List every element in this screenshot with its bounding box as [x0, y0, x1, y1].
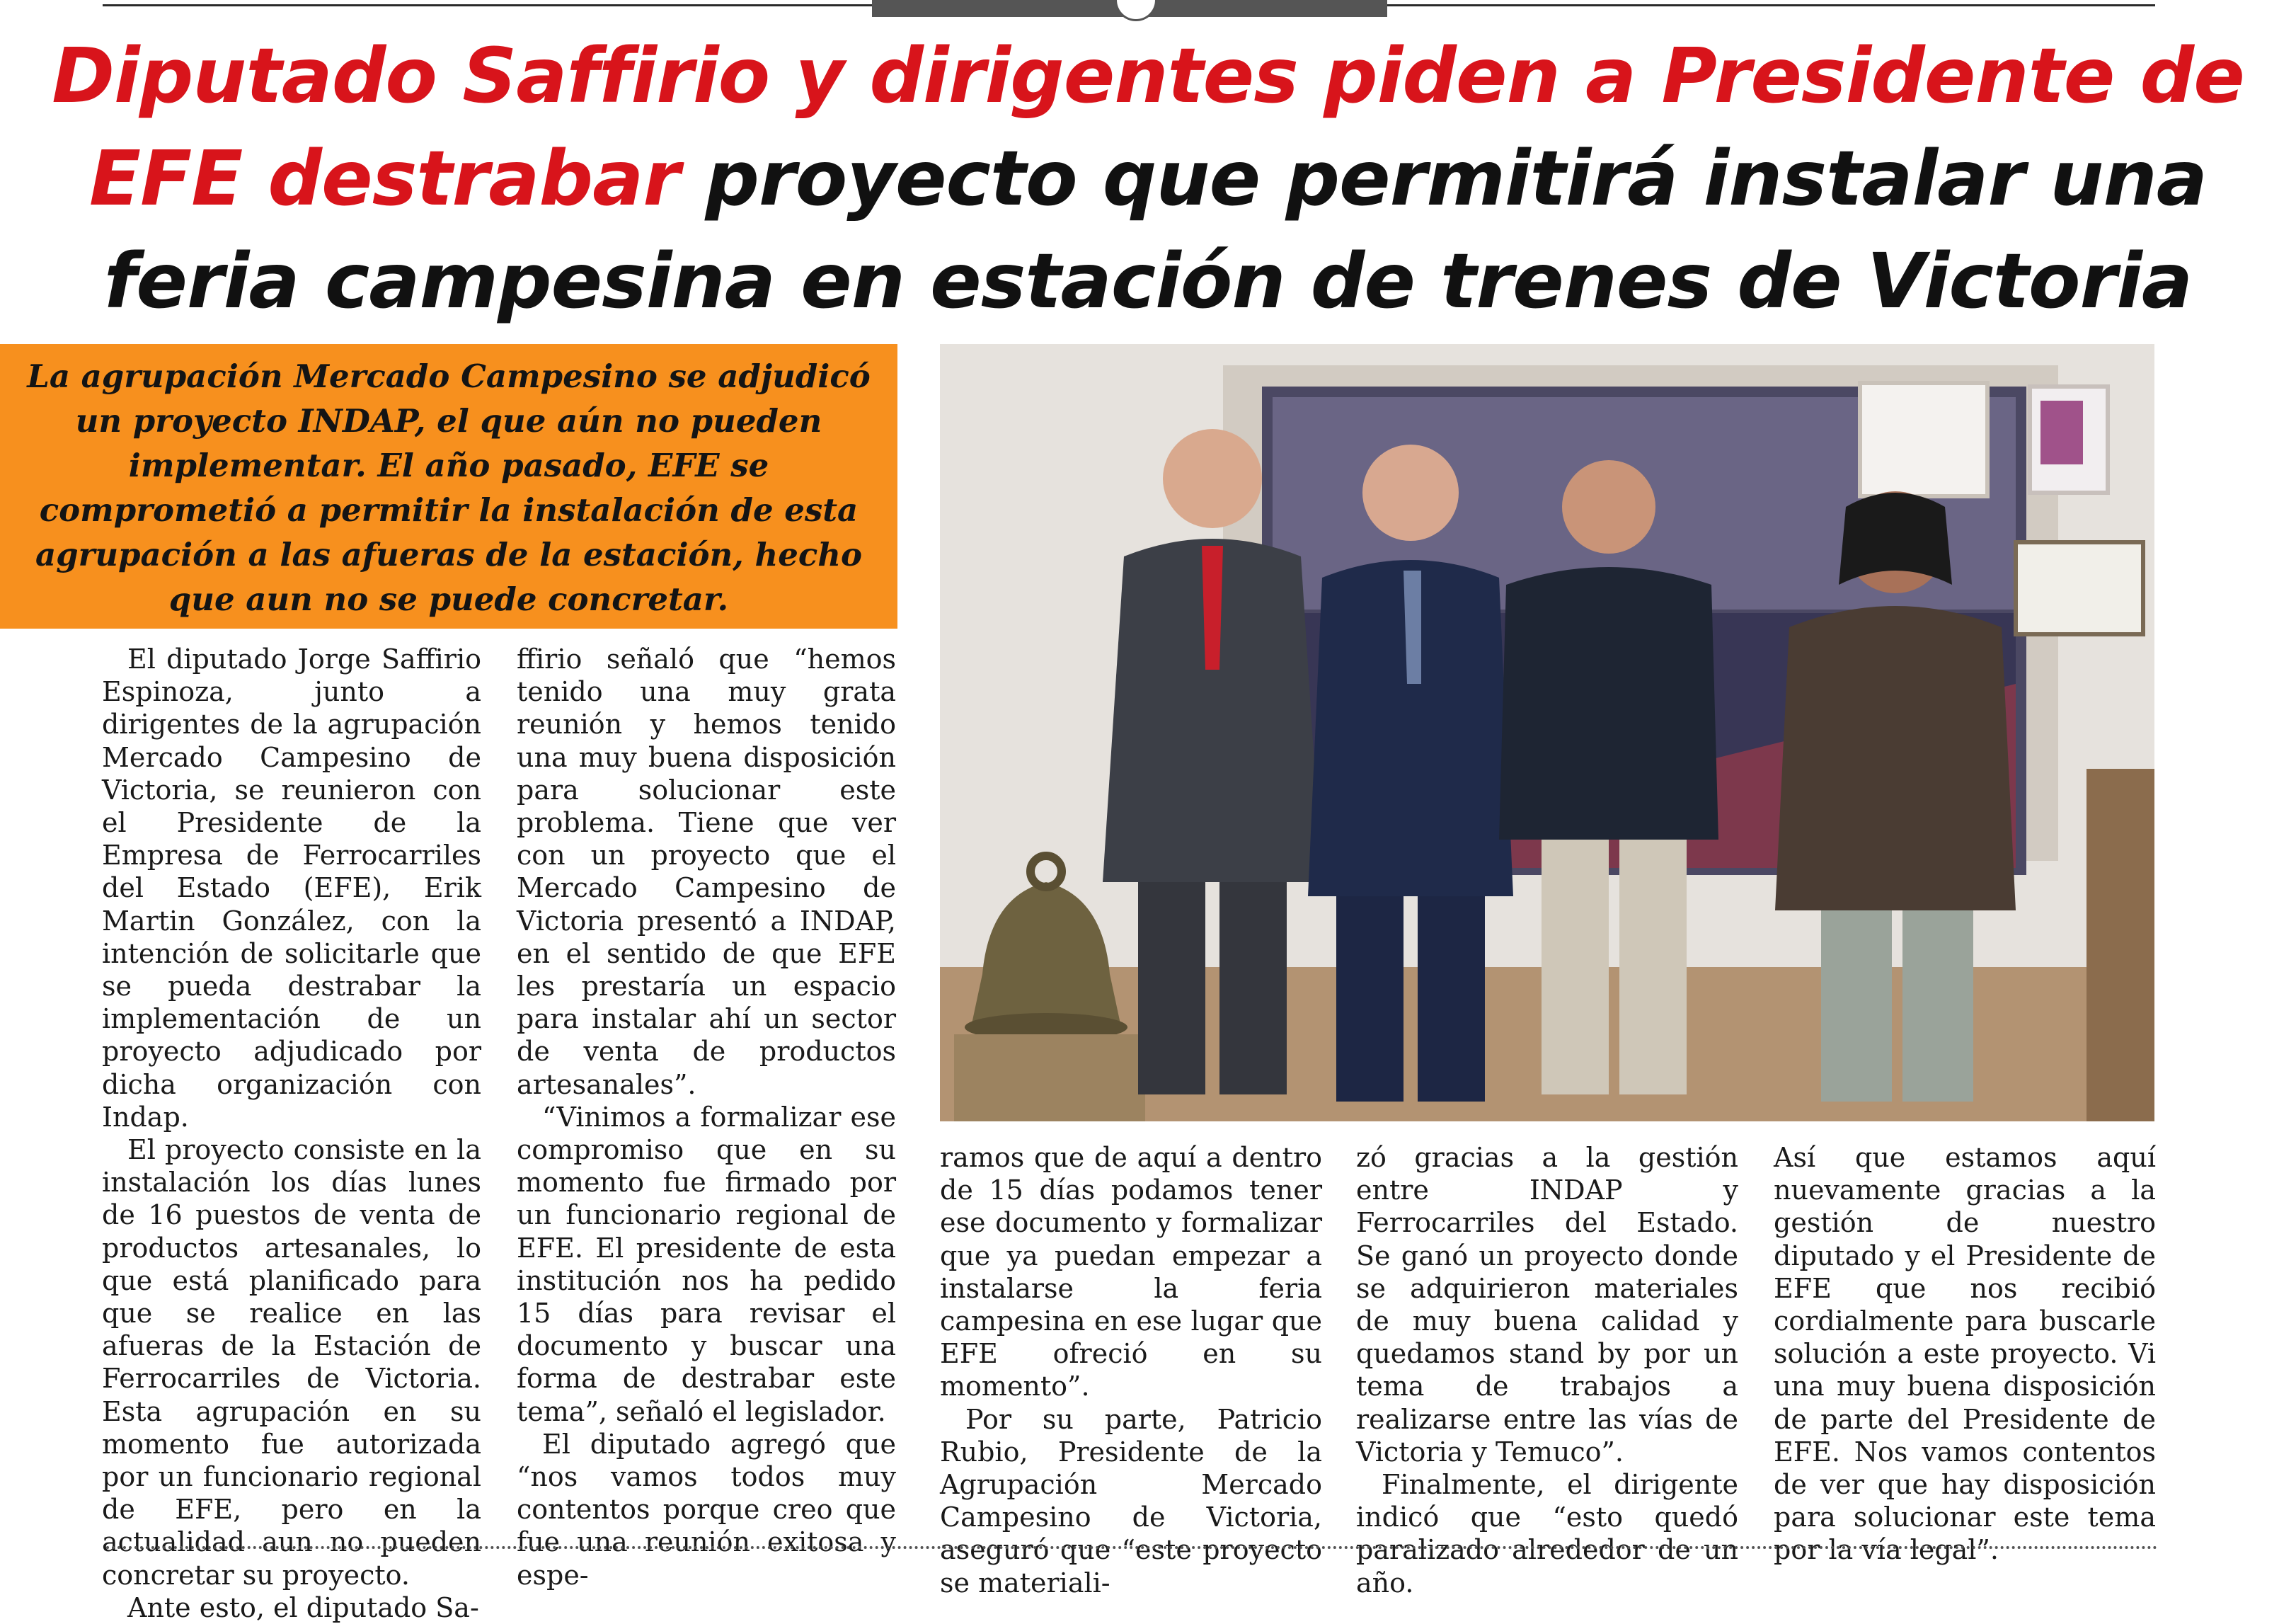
headline-red-line1: Diputado Saffirio y dirigentes piden a Presidente de: [52, 33, 2244, 120]
paragraph: Ante esto, el diputado Sa-: [127, 1591, 479, 1623]
paragraph: El diputado Jorge Saffirio Espinoza, junto a dirigentes de la agrupación Mercado Campesino de Victoria, se reunieron con el Presidente de la Empresa de Ferrocarriles del Estado (EFE), Erik Martin González, con la intención de solicitarle que se pueda destrabar la implementación de un proyecto adjudicado por dicha organización con Indap.: [102, 644, 481, 1133]
paragraph: El proyecto consiste en la instalación los días lunes de 16 puestos de venta de productos artesanales, lo que está planificado para que se realice en las afueras de la Estación de Ferrocarriles de Victoria. Esta agrupación en su momento fue autorizada por un funcionario regional de EFE, pero en la actualidad aun no pueden concretar su proyecto.: [102, 1134, 481, 1591]
article-column-4: [1356, 1141, 1738, 1599]
paragraph: Finalmente, el dirigente indicó que “esto quedó paralizado alrededor de un año.: [1356, 1469, 1738, 1599]
emblem-icon: [1115, 0, 1157, 21]
headline-black-line3: feria campesina en estación de trenes de Victoria: [103, 238, 2193, 326]
paragraph: “Vinimos a formalizar ese compromiso que en su momento fue firmado por un funcionario regional de EFE. El presidente de esta institución nos ha pedido 15 días para revisar el documento y buscar una forma de destrabar este tema”, señaló el legislador.: [517, 1101, 896, 1427]
bottom-dotted-rule: [106, 1546, 2159, 1549]
paragraph-continued: ramos que de aquí a dentro de 15 días podamos tener ese documento y formalizar que ya puedan empezar a instalarse la feria campesina en ese lugar que EFE ofreció en su momento”.: [940, 1142, 1322, 1402]
headline-red-line2: EFE destrabar: [89, 135, 680, 223]
article-photo: [940, 344, 2154, 1121]
paragraph-continued: ffirio señaló que “hemos tenido una muy grata reunión y hemos tenido una muy buena disposición para solucionar este problema. Tiene que ver con un proyecto que el Mercado Campesino de Victoria presentó a INDAP, en el sentido de que EFE les prestaría un espacio para instalar ahí un sector de venta de productos artesanales”.: [517, 644, 896, 1100]
paragraph: Por su parte, Patricio Rubio, Presidente de la Agrupación Mercado Campesino de Victoria, aseguró que “este proyecto se materiali-: [940, 1403, 1322, 1599]
paragraph-continued: zó gracias a la gestión entre INDAP y Ferrocarriles del Estado. Se ganó un proyecto donde se adquirieron materiales de muy buena calidad y quedamos stand by por un tema de trabajos a realizarse entre las vías de Victoria y Temuco”.: [1356, 1142, 1738, 1468]
article-column-2: [517, 643, 896, 1591]
article-column-3: [940, 1141, 1322, 1599]
paragraph: El diputado agregó que “nos vamos todos muy contentos porque creo que fue una reunión exitosa y espe-: [517, 1428, 896, 1591]
headline: [42, 25, 2254, 333]
lead-box: La agrupación Mercado Campesino se adjudicó un proyecto INDAP, el que aún no pueden implementar. El año pasado, EFE se comprometió a permitir la instalación de esta agrupación a las afueras de la estación, hecho que aun no se puede concretar.: [0, 344, 897, 629]
article-column-1: [102, 643, 481, 1624]
headline-black-line2: proyecto que permitirá instalar una: [679, 135, 2207, 223]
article-column-5: [1774, 1141, 2156, 1567]
paragraph-continued: Así que estamos aquí nuevamente gracias a la gestión de nuestro diputado y el Presidente de EFE que nos recibió cordialmente para buscarle solución a este proyecto. Vi una muy buena disposición de parte del Presidente de EFE. Nos vamos contentos de ver que hay disposición para solucionar este tema por la vía legal”.: [1774, 1142, 2156, 1566]
